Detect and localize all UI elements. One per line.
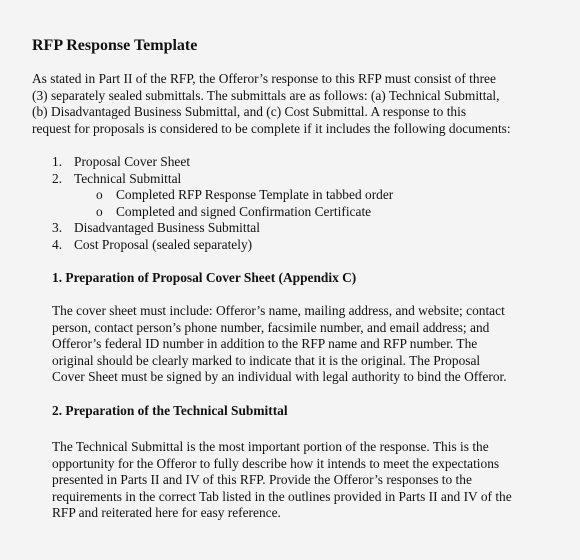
list-item-text: Proposal Cover Sheet (74, 154, 191, 169)
paragraph-line: original should be clearly marked to indicate that it is the original. The Proposal (52, 352, 481, 368)
paragraph-line: presented in Parts II and IV of this RFP. Provide the Offeror’s responses to the (52, 472, 472, 488)
list-item-number: 2. (52, 170, 63, 186)
paragraph-line: The Technical Submittal is the most important portion of the response. This is the (52, 439, 489, 454)
document-title: RFP Response Template (32, 37, 198, 54)
section-1-paragraph (52, 303, 507, 386)
list-item (52, 237, 393, 254)
list-item-text: Disadvantaged Business Submittal (74, 220, 260, 236)
paragraph-line: opportunity for the Offeror to fully describe how it intends to meet the expectations (52, 455, 500, 471)
intro-line: request for proposals is considered to be complete if it includes the following documents: (32, 120, 511, 136)
sub-list-bullet: o (96, 203, 103, 219)
paragraph-line: Cover Sheet must be signed by an individual with legal authority to bind the Offeror. (52, 369, 507, 385)
paragraph-line: The cover sheet must include: Offeror’s name, mailing address, and website; contact (52, 303, 505, 318)
intro-paragraph (32, 71, 511, 137)
sub-list-item (52, 204, 393, 221)
paragraph-line: requirements in the correct Tab listed in the outlines provided in Parts II and IV of the (52, 488, 512, 504)
sub-list-item (52, 187, 393, 204)
documents-list (52, 154, 393, 254)
sub-list-text: Completed and signed Confirmation Certificate (116, 203, 372, 219)
list-item (52, 220, 393, 237)
intro-line: As stated in Part II of the RFP, the Offeror’s response to this RFP must consist of three (32, 71, 496, 86)
intro-line: (b) Disadvantaged Business Submittal, and (c) Cost Submittal. A response to this (32, 104, 467, 120)
section-1-heading: 1. Preparation of Proposal Cover Sheet (Appendix C) (52, 270, 357, 285)
list-item (52, 154, 393, 171)
intro-line: (3) separately sealed submittals. The submittals are as follows: (a) Technical Submittal, (32, 87, 500, 103)
sub-list-bullet: o (96, 187, 103, 203)
list-item-number: 1. (52, 154, 63, 169)
list-item-number: 4. (52, 236, 63, 252)
list-item (52, 171, 393, 188)
paragraph-line: RFP and reiterated here for easy reference. (52, 505, 281, 521)
list-item-text: Technical Submittal (74, 170, 182, 186)
paragraph-line: person, contact person’s phone number, facsimile number, and email address; and (52, 319, 490, 335)
list-item-number: 3. (52, 220, 63, 236)
sub-list-text: Completed RFP Response Template in tabbed order (116, 187, 394, 203)
paragraph-line: Offeror’s federal ID number in addition to the RFP name and RFP number. The (52, 336, 478, 352)
list-item-text: Cost Proposal (sealed separately) (74, 236, 253, 252)
section-2-paragraph (52, 439, 512, 522)
section-2-heading: 2. Preparation of the Technical Submittal (52, 403, 288, 418)
